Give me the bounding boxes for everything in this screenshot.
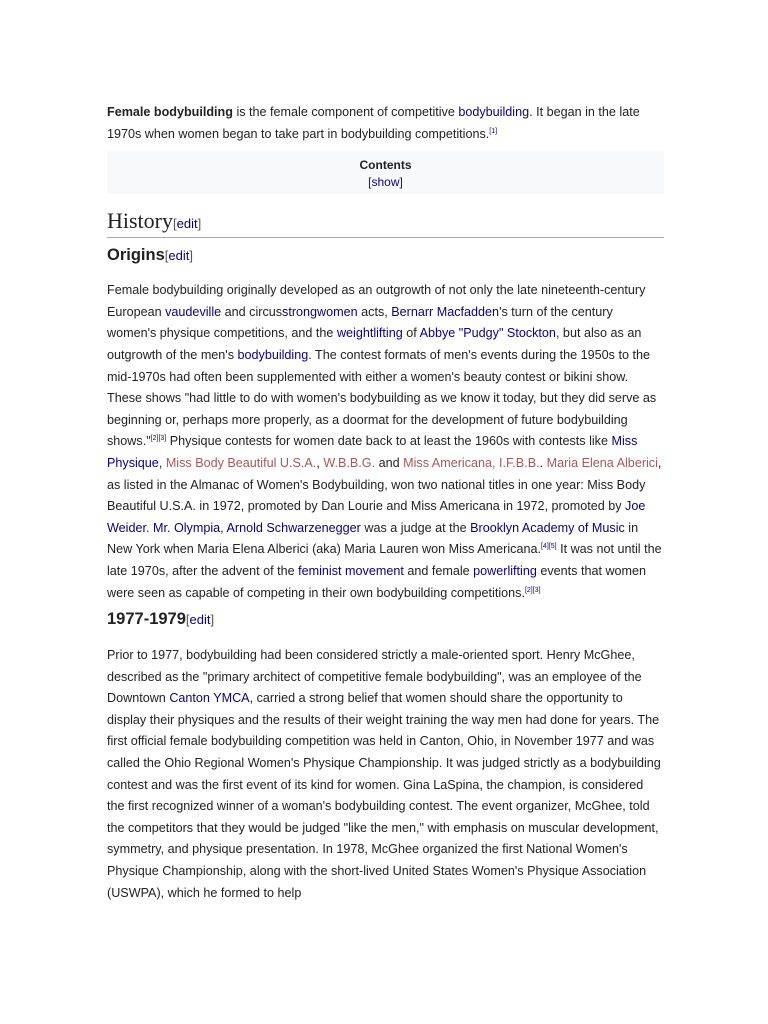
- link-wbbg[interactable]: W.B.B.G.: [323, 455, 376, 470]
- edit-link[interactable]: edit: [189, 612, 211, 628]
- toc-show-link[interactable]: show: [371, 175, 400, 190]
- edit-link[interactable]: edit: [176, 216, 198, 232]
- reference[interactable]: [2][3]: [150, 435, 167, 443]
- table-of-contents: [107, 151, 664, 194]
- link-bodybuilding[interactable]: bodybuilding: [458, 105, 530, 119]
- link-mr-olympia[interactable]: Mr. Olympia: [152, 520, 221, 535]
- link-strongwomen[interactable]: strongwomen: [282, 304, 358, 319]
- link-vaudeville[interactable]: vaudeville: [165, 304, 222, 319]
- edit-link[interactable]: edit: [168, 248, 190, 264]
- link-canton-ymca[interactable]: Canton YMCA: [169, 691, 250, 706]
- article-term: Female bodybuilding: [107, 105, 233, 119]
- link-joe-weider[interactable]: Joe Weider: [107, 499, 646, 535]
- link-miss-physique[interactable]: Miss Physique: [107, 434, 638, 470]
- link-maria-elena-alberici[interactable]: Maria Elena Alberici: [546, 455, 658, 470]
- reference[interactable]: [2][3]: [524, 586, 541, 594]
- toc-toggle: [show]: [368, 175, 403, 190]
- link-feminist-movement[interactable]: feminist movement: [298, 563, 404, 578]
- origins-paragraph: Female bodybuilding originally developed as an outgrowth of not only the late nineteenth-century European vaudeville and circusstrongwomen acts, Bernarr Macfadden's turn of the century women's physique competitions, and the weightlifting of Abbye "Pudgy" Stockton, but also as an outgrowth of the men's bodybuilding. The contest formats of men's events during the 1950s to the mid-1970s had often been supplemented with either a women's beauty contest or bikini show. These shows "had little to do with women's bodybuilding as we know it today, but they did serve as beginning or, perhaps more properly, as a doormat for the development of future bodybuilding shows."[2][3] Physique contests for women date back to at least the 1960s with contests like Miss Physique, Miss Body Beautiful U.S.A., W.B.B.G. and Miss Americana, I.F.B.B.. Maria Elena Alberici, as listed in the Almanac of Women's Bodybuilding, won two national titles in one year: Miss Body Beautiful U.S.A. in 1972, promoted by Dan Lourie and Miss Americana in 1972, promoted by Joe Weider. Mr. Olympia, Arnold Schwarzenegger was a judge at the Brooklyn Academy of Music in New York when Maria Elena Alberici (aka) Maria Lauren won Miss Americana.[4][5] It was not until the late 1970s, after the advent of the feminist movement and female powerlifting events that women were seen as capable of competing in their own bodybuilding competitions.[2][3]: [107, 283, 662, 600]
- link-bernarr-macfadden[interactable]: Bernarr Macfadden: [391, 304, 500, 319]
- edit-section: [edit]: [173, 216, 202, 232]
- link-miss-body-beautiful[interactable]: Miss Body Beautiful U.S.A.: [165, 455, 317, 470]
- link-brooklyn-academy-of-music[interactable]: Brooklyn Academy of Music: [470, 520, 625, 535]
- reference[interactable]: [4][5]: [540, 543, 557, 551]
- article-content: [107, 102, 664, 904]
- edit-section: [edit]: [185, 612, 215, 628]
- section-heading-1977-1979: 1977-1979[edit]: [107, 610, 215, 629]
- link-arnold-schwarzenegger[interactable]: Arnold Schwarzenegger: [226, 520, 361, 535]
- intro-paragraph: Female bodybuilding is the female component of competitive bodybuilding. It began in the late 1970s when women began to take part in bodybuilding competitions.[1]: [107, 105, 640, 141]
- link-miss-americana[interactable]: Miss Americana, I.F.B.B.: [403, 455, 540, 470]
- toc-title: Contents: [359, 158, 412, 173]
- link-abbye-stockton[interactable]: Abbye "Pudgy" Stockton: [419, 326, 556, 341]
- section-heading-history: History[edit]: [107, 208, 664, 238]
- reference[interactable]: [1]: [489, 127, 498, 135]
- section-1977-paragraph: Prior to 1977, bodybuilding had been considered strictly a male-oriented sport. Henry McGhee, described as the "primary architect of competitive female bodybuilding", was an employee of the Downtown Canton YMCA, carried a strong belief that women should share the opportunity to display their physiques and the results of their weight training the way men had done for years. The first official female bodybuilding competition was held in Canton, Ohio, in November 1977 and was called the Ohio Regional Women's Physique Championship. It was judged strictly as a bodybuilding contest and was the first event of its kind for women. Gina LaSpina, the champion, is considered the first recognized winner of a woman's bodybuilding contest. The event organizer, McGhee, told the competitors that they would be judged "like the men," with emphasis on muscular development, symmetry, and physique presentation. In 1978, McGhee organized the first National Women's Physique Championship, along with the short-lived United States Women's Physique Association (USWPA), which he formed to help: [107, 648, 661, 900]
- edit-section: [edit]: [164, 248, 193, 264]
- link-powerlifting[interactable]: powerlifting: [473, 563, 537, 578]
- section-heading-origins: Origins[edit]: [107, 246, 193, 265]
- link-bodybuilding[interactable]: bodybuilding: [237, 347, 309, 362]
- link-weightlifting[interactable]: weightlifting: [336, 326, 403, 341]
